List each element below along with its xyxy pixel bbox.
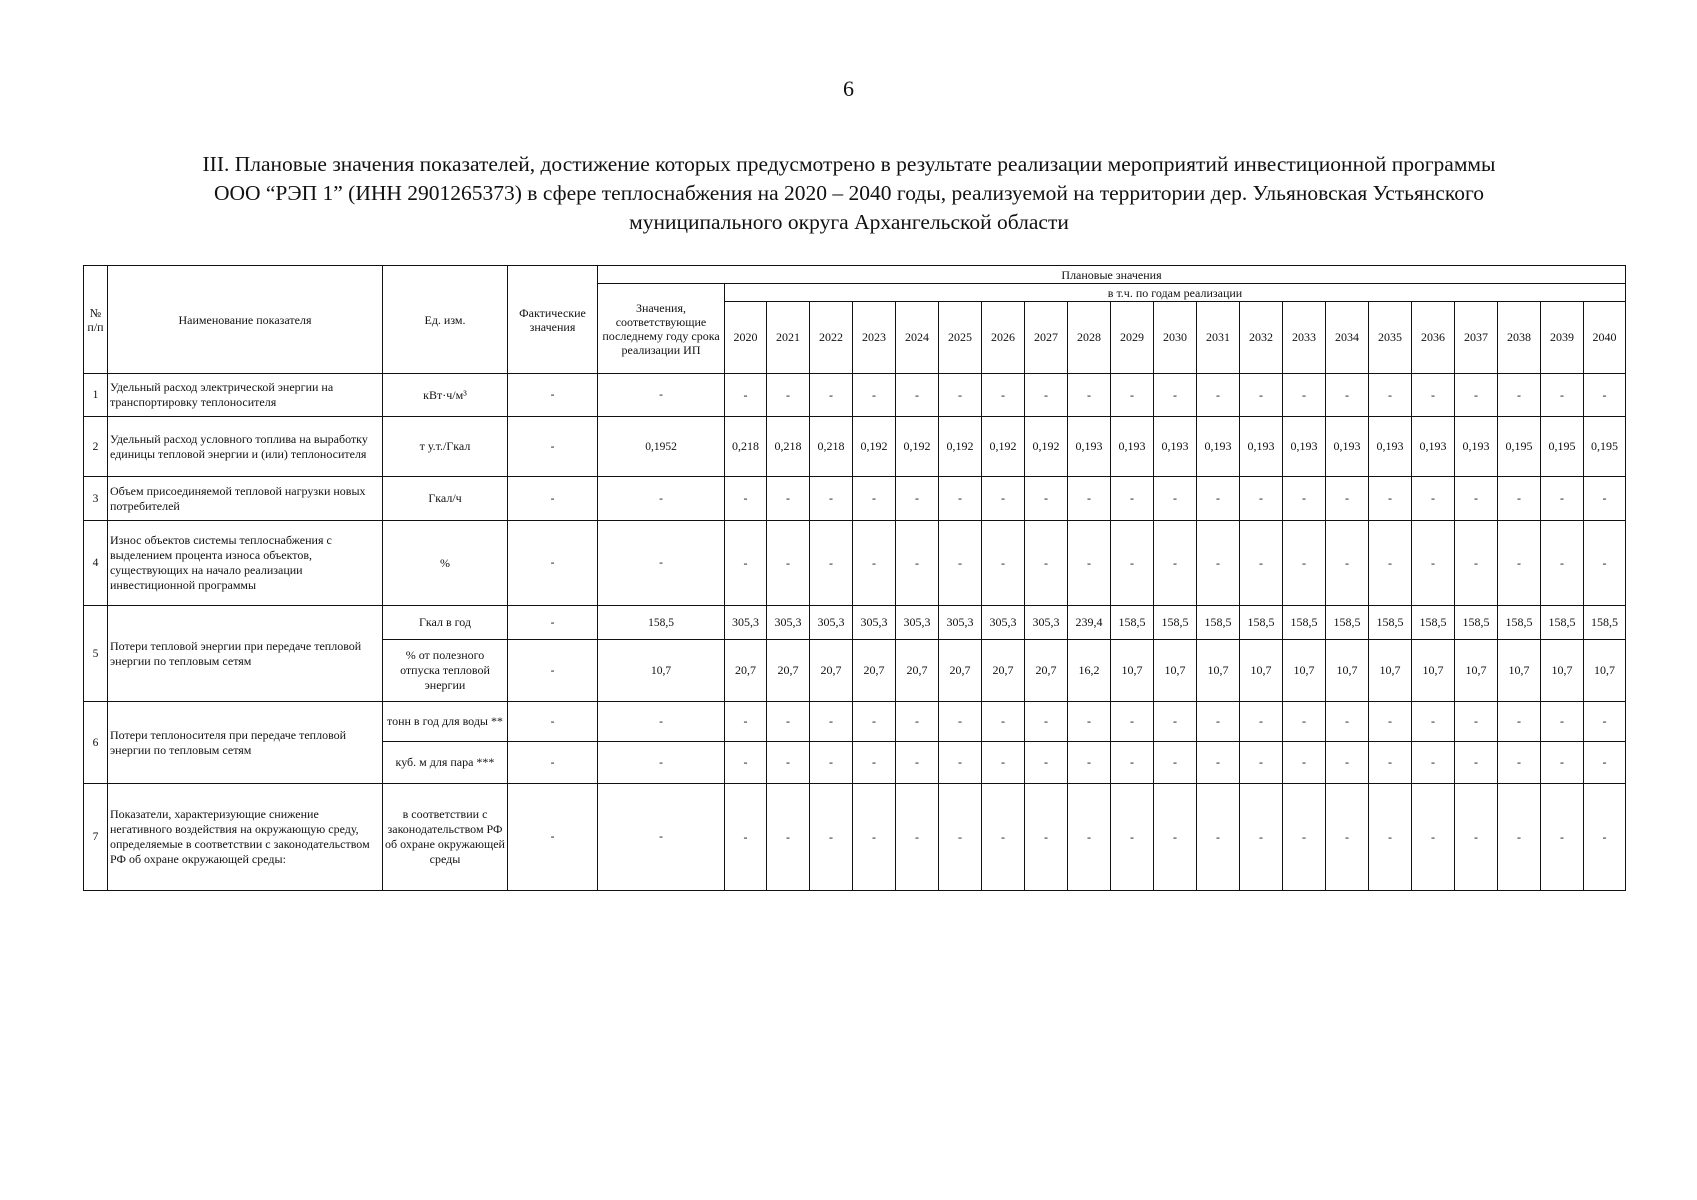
year-value-cell: - [1541,784,1584,891]
last-year-value-cell: 0,1952 [598,417,725,477]
unit-cell: Гкал в год [383,606,508,640]
year-header: 2031 [1197,302,1240,374]
year-header: 2025 [939,302,982,374]
year-value-cell: - [1369,784,1412,891]
row-number: 6 [84,702,108,784]
year-value-cell: - [1412,702,1455,742]
year-value-cell: - [1111,374,1154,417]
table-row [84,702,1626,742]
year-header: 2022 [810,302,853,374]
year-value-cell: - [1283,784,1326,891]
year-value-cell: 10,7 [1369,640,1412,702]
year-value-cell: 305,3 [939,606,982,640]
header-last-year: Значения, соответствующие последнему году срока реализации ИП [598,284,725,374]
year-value-cell: - [1326,742,1369,784]
year-value-cell: 0,192 [1025,417,1068,477]
year-value-cell: 16,2 [1068,640,1111,702]
year-value-cell: 10,7 [1154,640,1197,702]
year-value-cell: - [725,477,767,521]
year-value-cell: - [853,477,896,521]
year-value-cell: - [1369,742,1412,784]
year-value-cell: - [1025,477,1068,521]
year-header: 2038 [1498,302,1541,374]
unit-cell: тонн в год для воды ** [383,702,508,742]
year-value-cell: 10,7 [1283,640,1326,702]
year-value-cell: - [1240,742,1283,784]
year-value-cell: - [1154,477,1197,521]
year-value-cell: - [1455,742,1498,784]
year-header: 2024 [896,302,939,374]
year-value-cell: - [982,477,1025,521]
year-value-cell: - [1025,742,1068,784]
year-value-cell: - [1240,477,1283,521]
header-actual: Фактические значения [508,266,598,374]
year-value-cell: - [1498,477,1541,521]
year-value-cell: - [1068,521,1111,606]
year-value-cell: - [1584,477,1626,521]
year-value-cell: - [1541,374,1584,417]
year-value-cell: - [1154,742,1197,784]
year-header: 2037 [1455,302,1498,374]
page-number: 6 [843,76,854,101]
year-value-cell: - [810,742,853,784]
title-line-2: ООО “РЭП 1” (ИНН 2901265373) в сфере теплоснабжения на 2020 – 2040 годы, реализуемой на территории дер. Ульяновская Устьянского [213,181,1485,205]
year-value-cell: - [767,702,810,742]
year-value-cell: - [1541,702,1584,742]
actual-value-cell: - [508,784,598,891]
year-value-cell: - [1240,784,1283,891]
year-value-cell: - [725,702,767,742]
year-value-cell: 305,3 [725,606,767,640]
year-value-cell: - [1412,374,1455,417]
year-value-cell: - [1498,702,1541,742]
year-header: 2023 [853,302,896,374]
year-value-cell: - [1025,702,1068,742]
year-value-cell: - [725,742,767,784]
year-value-cell: 305,3 [982,606,1025,640]
year-value-cell: 20,7 [939,640,982,702]
year-value-cell: 10,7 [1584,640,1626,702]
year-value-cell: - [810,521,853,606]
year-value-cell: - [1154,374,1197,417]
table-row [84,417,1626,477]
year-value-cell: 158,5 [1197,606,1240,640]
year-value-cell: - [982,784,1025,891]
year-value-cell: - [1541,742,1584,784]
unit-cell: т у.т./Гкал [383,417,508,477]
year-value-cell: 158,5 [1498,606,1541,640]
year-value-cell: - [1154,702,1197,742]
last-year-value-cell: - [598,784,725,891]
year-value-cell: - [1584,374,1626,417]
year-value-cell: - [1111,477,1154,521]
year-value-cell: - [1369,374,1412,417]
year-value-cell: - [1240,702,1283,742]
year-value-cell: 0,195 [1498,417,1541,477]
year-value-cell: - [1412,784,1455,891]
year-value-cell: - [767,374,810,417]
year-value-cell: 158,5 [1326,606,1369,640]
year-value-cell: 158,5 [1584,606,1626,640]
year-value-cell: 305,3 [810,606,853,640]
year-value-cell: 10,7 [1111,640,1154,702]
year-value-cell: 0,193 [1240,417,1283,477]
year-header: 2020 [725,302,767,374]
year-value-cell: - [939,742,982,784]
unit-cell: Гкал/ч [383,477,508,521]
last-year-value-cell: - [598,521,725,606]
year-value-cell: - [896,742,939,784]
year-value-cell: - [1326,374,1369,417]
year-header: 2034 [1326,302,1369,374]
header-by-years: в т.ч. по годам реализации [725,284,1626,302]
year-value-cell: - [1068,702,1111,742]
year-value-cell: 10,7 [1412,640,1455,702]
year-value-cell: 0,192 [939,417,982,477]
actual-value-cell: - [508,702,598,742]
year-value-cell: - [725,521,767,606]
header-num: № п/п [84,266,108,374]
year-value-cell: - [725,374,767,417]
year-header: 2027 [1025,302,1068,374]
year-value-cell: - [1455,521,1498,606]
last-year-value-cell: - [598,477,725,521]
year-value-cell: - [1283,477,1326,521]
year-header: 2033 [1283,302,1326,374]
year-value-cell: - [853,702,896,742]
year-value-cell: - [1584,521,1626,606]
table-row [84,606,1626,640]
row-number: 4 [84,521,108,606]
year-value-cell: - [1455,374,1498,417]
indicator-name: Потери тепловой энергии при передаче тепловой энергии по тепловым сетям [108,606,383,702]
year-value-cell: 0,193 [1326,417,1369,477]
year-value-cell: - [767,784,810,891]
year-value-cell: - [1498,784,1541,891]
year-header: 2028 [1068,302,1111,374]
header-name: Наименование показателя [108,266,383,374]
year-value-cell: 0,192 [982,417,1025,477]
year-value-cell: 305,3 [767,606,810,640]
row-number: 5 [84,606,108,702]
indicators-table [83,265,1626,891]
year-value-cell: - [1326,702,1369,742]
unit-cell: % от полезного отпуска тепловой энергии [383,640,508,702]
year-value-cell: - [1283,742,1326,784]
year-value-cell: - [1283,702,1326,742]
year-value-cell: - [1369,521,1412,606]
year-value-cell: - [1498,521,1541,606]
year-value-cell: 0,195 [1541,417,1584,477]
year-value-cell: 158,5 [1541,606,1584,640]
year-value-cell: - [810,374,853,417]
row-number: 3 [84,477,108,521]
year-value-cell: 20,7 [896,640,939,702]
year-value-cell: 10,7 [1240,640,1283,702]
year-value-cell: 10,7 [1326,640,1369,702]
year-value-cell: - [939,374,982,417]
year-value-cell: 0,218 [725,417,767,477]
year-value-cell: 10,7 [1541,640,1584,702]
indicator-name: Объем присоединяемой тепловой нагрузки новых потребителей [108,477,383,521]
year-value-cell: - [810,784,853,891]
year-value-cell: 0,192 [853,417,896,477]
year-value-cell: - [1326,521,1369,606]
year-value-cell: 158,5 [1154,606,1197,640]
year-value-cell: - [939,521,982,606]
year-value-cell: - [810,702,853,742]
year-value-cell: - [725,784,767,891]
indicator-name: Износ объектов системы теплоснабжения с выделением процента износа объектов, существующих на начало реализации инвестиционной программы [108,521,383,606]
year-value-cell: - [853,784,896,891]
year-value-cell: - [1541,477,1584,521]
year-header: 2030 [1154,302,1197,374]
year-value-cell: - [853,521,896,606]
year-header: 2032 [1240,302,1283,374]
year-value-cell: - [1025,374,1068,417]
year-value-cell: - [1197,742,1240,784]
year-value-cell: - [1111,742,1154,784]
year-header: 2021 [767,302,810,374]
year-value-cell: 0,193 [1455,417,1498,477]
title-line-3: муниципального округа Архангельской области [629,210,1069,234]
year-value-cell: - [982,742,1025,784]
year-header: 2040 [1584,302,1626,374]
year-value-cell: - [853,374,896,417]
year-value-cell: 10,7 [1498,640,1541,702]
year-value-cell: 158,5 [1455,606,1498,640]
year-value-cell: - [1154,784,1197,891]
header-planned: Плановые значения [598,266,1626,284]
actual-value-cell: - [508,477,598,521]
year-value-cell: - [1025,784,1068,891]
year-value-cell: 20,7 [767,640,810,702]
document-title [110,150,1588,237]
year-value-cell: 0,195 [1584,417,1626,477]
year-value-cell: - [1498,742,1541,784]
year-value-cell: - [1240,374,1283,417]
year-value-cell: - [982,521,1025,606]
year-value-cell: - [1154,521,1197,606]
year-value-cell: - [896,521,939,606]
year-value-cell: - [1412,521,1455,606]
year-value-cell: 158,5 [1412,606,1455,640]
year-value-cell: - [1197,477,1240,521]
year-value-cell: - [810,477,853,521]
table-row [84,374,1626,417]
year-value-cell: 0,193 [1197,417,1240,477]
year-value-cell: 0,193 [1283,417,1326,477]
year-value-cell: - [896,784,939,891]
year-value-cell: 0,193 [1068,417,1111,477]
year-value-cell: - [1111,521,1154,606]
title-line-1: III. Плановые значения показателей, достижение которых предусмотрено в результате реализации мероприятий инвестиционной программы [202,152,1496,176]
year-value-cell: 158,5 [1240,606,1283,640]
year-header: 2036 [1412,302,1455,374]
year-value-cell: - [1412,477,1455,521]
year-value-cell: - [1111,702,1154,742]
year-value-cell: - [1111,784,1154,891]
year-header: 2029 [1111,302,1154,374]
header-unit: Ед. изм. [383,266,508,374]
actual-value-cell: - [508,417,598,477]
year-value-cell: 0,193 [1412,417,1455,477]
year-value-cell: 305,3 [853,606,896,640]
year-value-cell: - [767,521,810,606]
year-value-cell: 20,7 [810,640,853,702]
row-number: 2 [84,417,108,477]
year-value-cell: 0,193 [1111,417,1154,477]
unit-cell: в соответствии с законодательством РФ об охране окружающей среды [383,784,508,891]
year-value-cell: - [767,477,810,521]
last-year-value-cell: - [598,742,725,784]
year-value-cell: - [1068,784,1111,891]
year-value-cell: - [896,477,939,521]
row-number: 1 [84,374,108,417]
year-value-cell: 0,193 [1369,417,1412,477]
year-value-cell: - [1197,521,1240,606]
indicator-name: Потери теплоносителя при передаче тепловой энергии по тепловым сетям [108,702,383,784]
year-value-cell: - [1584,702,1626,742]
year-value-cell: - [1197,374,1240,417]
table-row [84,521,1626,606]
year-value-cell: - [1369,477,1412,521]
year-value-cell: - [1584,742,1626,784]
year-value-cell: 0,192 [896,417,939,477]
year-value-cell: 0,218 [810,417,853,477]
year-value-cell: - [1283,521,1326,606]
year-value-cell: - [1412,742,1455,784]
unit-cell: куб. м для пара *** [383,742,508,784]
year-value-cell: - [896,374,939,417]
year-value-cell: - [767,742,810,784]
table-row [84,477,1626,521]
last-year-value-cell: - [598,374,725,417]
actual-value-cell: - [508,606,598,640]
year-value-cell: 20,7 [1025,640,1068,702]
year-value-cell: - [939,477,982,521]
year-value-cell: 20,7 [982,640,1025,702]
row-number: 7 [84,784,108,891]
year-value-cell: 0,218 [767,417,810,477]
year-value-cell: - [1369,702,1412,742]
year-value-cell: - [1025,521,1068,606]
actual-value-cell: - [508,521,598,606]
indicator-name: Удельный расход электрической энергии на транспортировку теплоносителя [108,374,383,417]
year-value-cell: 20,7 [853,640,896,702]
year-value-cell: - [1455,477,1498,521]
year-value-cell: 239,4 [1068,606,1111,640]
year-value-cell: - [939,702,982,742]
year-value-cell: 158,5 [1111,606,1154,640]
year-value-cell: - [1197,702,1240,742]
year-value-cell: 0,193 [1154,417,1197,477]
actual-value-cell: - [508,640,598,702]
year-value-cell: - [1197,784,1240,891]
year-value-cell: - [1283,374,1326,417]
year-header: 2026 [982,302,1025,374]
last-year-value-cell: 10,7 [598,640,725,702]
year-value-cell: 305,3 [1025,606,1068,640]
year-value-cell: - [1240,521,1283,606]
year-value-cell: 158,5 [1283,606,1326,640]
unit-cell: кВт·ч/м³ [383,374,508,417]
year-value-cell: - [1068,742,1111,784]
actual-value-cell: - [508,742,598,784]
actual-value-cell: - [508,374,598,417]
year-value-cell: - [1326,477,1369,521]
year-value-cell: 10,7 [1455,640,1498,702]
unit-cell: % [383,521,508,606]
year-value-cell: 10,7 [1197,640,1240,702]
year-value-cell: - [896,702,939,742]
year-value-cell: - [1326,784,1369,891]
indicator-name: Удельный расход условного топлива на выработку единицы тепловой энергии и (или) теплоносителя [108,417,383,477]
year-value-cell: 158,5 [1369,606,1412,640]
year-value-cell: - [982,702,1025,742]
year-header: 2035 [1369,302,1412,374]
year-header: 2039 [1541,302,1584,374]
year-value-cell: 305,3 [896,606,939,640]
year-value-cell: - [1584,784,1626,891]
year-value-cell: 20,7 [725,640,767,702]
indicator-name: Показатели, характеризующие снижение негативного воздействия на окружающую среду, определяемые в соответствии с законодательством РФ об охране окружающей среды: [108,784,383,891]
year-value-cell: - [1068,477,1111,521]
year-value-cell: - [1068,374,1111,417]
last-year-value-cell: - [598,702,725,742]
year-value-cell: - [1498,374,1541,417]
last-year-value-cell: 158,5 [598,606,725,640]
year-value-cell: - [1455,784,1498,891]
year-value-cell: - [1541,521,1584,606]
year-value-cell: - [982,374,1025,417]
year-value-cell: - [939,784,982,891]
year-value-cell: - [1455,702,1498,742]
year-value-cell: - [853,742,896,784]
table-row [84,784,1626,891]
